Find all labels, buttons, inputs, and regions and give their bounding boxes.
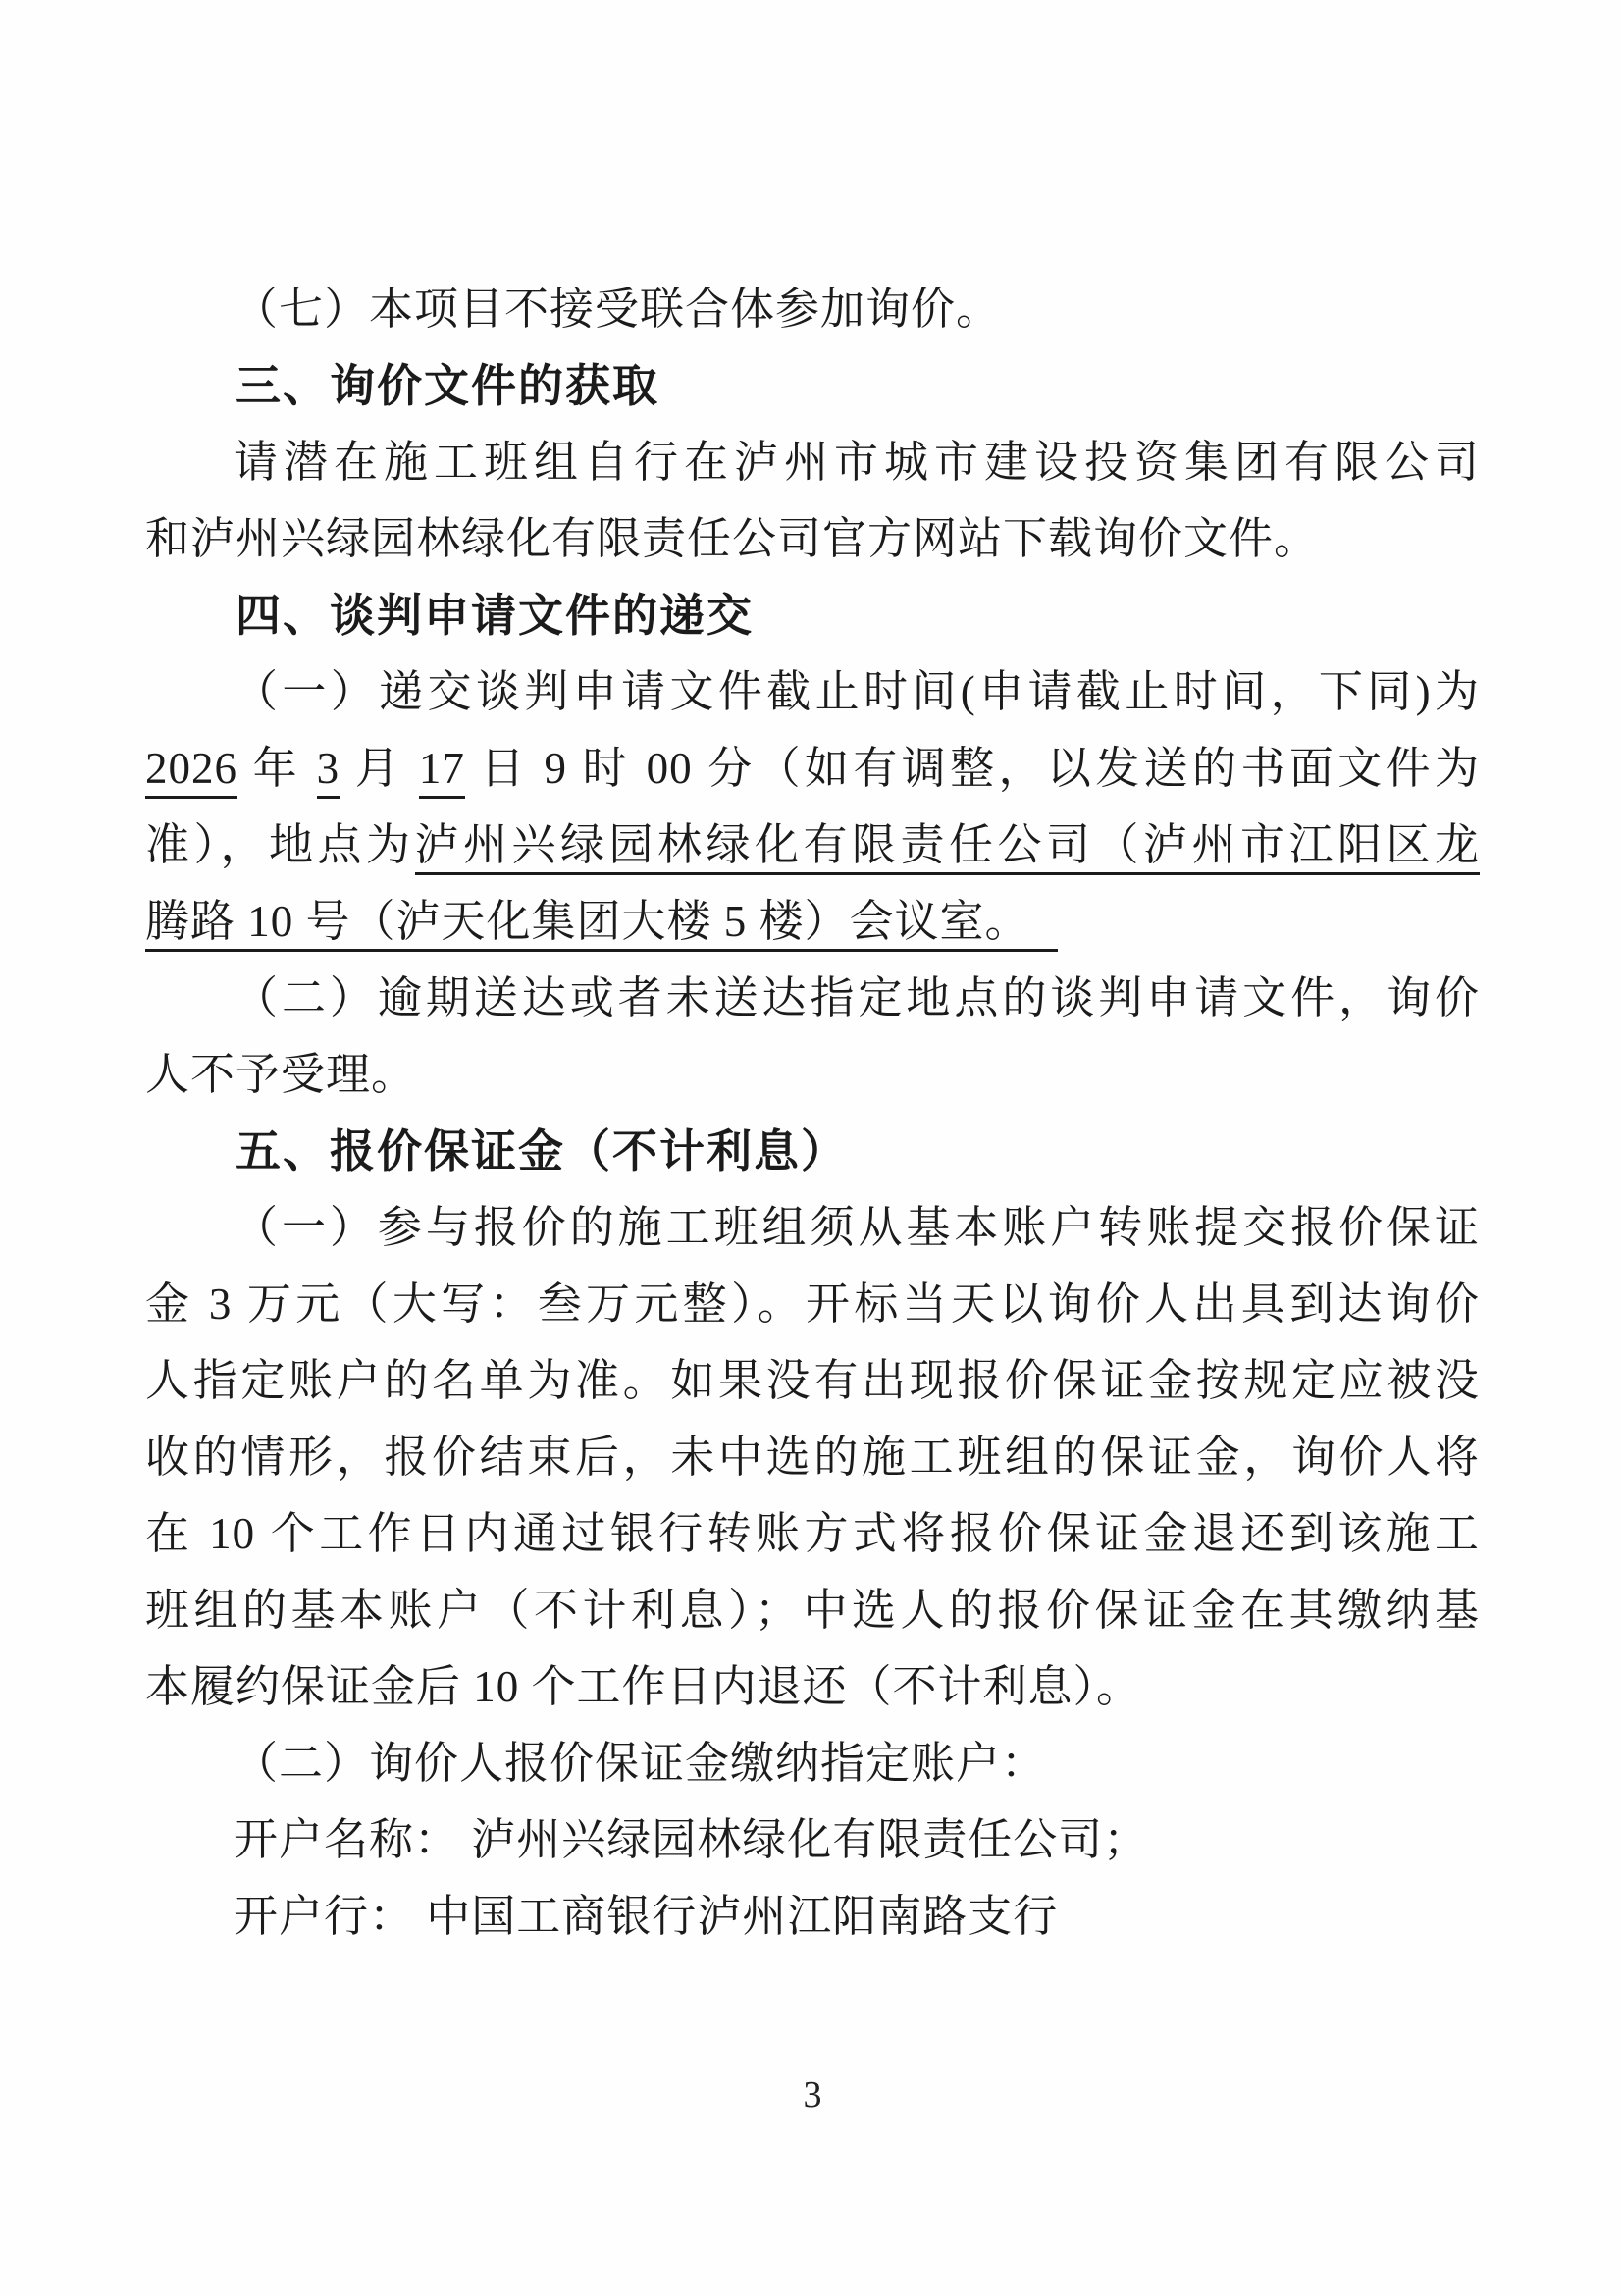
text-segment: 年 <box>237 744 317 793</box>
text-segment: 月 <box>340 744 419 793</box>
deadline-intro-line: （一）递交谈判申请文件截止时间(申请截止时间，下同)为 <box>234 667 1480 716</box>
location-underlined: 泸州兴绿园林绿化有限责任公司（泸州市江阳区龙 <box>415 820 1480 875</box>
paragraph-line: 请潜在施工班组自行在泸州市城市建设投资集团有限公司 <box>234 438 1480 487</box>
deposit-paragraph-line: （一）参与报价的施工班组须从基本账户转账提交报价保证 <box>234 1203 1480 1252</box>
deposit-paragraph-line: 金 3 万元（大写：叁万元整）。开标当天以询价人出具到达询价 <box>145 1279 1480 1329</box>
text-segment: 准），地点为 <box>145 820 415 869</box>
deposit-paragraph-line: 班组的基本账户（不计利息）；中选人的报价保证金在其缴纳基 <box>145 1586 1480 1635</box>
deposit-paragraph-line: 在 10 个工作日内通过银行转账方式将报价保证金退还到该施工 <box>145 1509 1480 1558</box>
deadline-month-underlined: 3 <box>317 744 340 799</box>
deadline-day-underlined: 17 <box>419 744 465 799</box>
clause-late-delivery-continued: 人不予受理。 <box>145 1050 417 1099</box>
location-underlined: 腾路 10 号（泸天化集团大楼 5 楼）会议室。 <box>145 897 1058 952</box>
text-segment: 日 9 时 00 分（如有调整，以发送的书面文件为 <box>464 744 1480 793</box>
clause-7-no-consortium: （七）本项目不接受联合体参加询价。 <box>234 285 1002 334</box>
clause-late-delivery: （二）逾期送达或者未送达指定地点的谈判申请文件，询价 <box>234 973 1480 1022</box>
designated-account-intro: （二）询价人报价保证金缴纳指定账户： <box>234 1739 1047 1788</box>
deposit-paragraph-line: 收的情形，报价结束后，未中选的施工班组的保证金，询价人将 <box>145 1433 1480 1482</box>
deposit-paragraph-line: 人指定账户的名单为准。如果没有出现报价保证金按规定应被没 <box>145 1356 1480 1405</box>
section-3-heading: 三、询价文件的获取 <box>236 360 659 411</box>
location-line-continued <box>145 883 1480 960</box>
account-name-line: 开户名称： 泸州兴绿园林绿化有限责任公司； <box>234 1815 1149 1864</box>
deadline-year-underlined: 2026 <box>145 744 237 799</box>
section-4-heading: 四、谈判申请文件的递交 <box>236 590 754 641</box>
deadline-date-line <box>145 730 1480 807</box>
location-line <box>145 807 1480 883</box>
deposit-paragraph-end: 本履约保证金后 10 个工作日内退还（不计利息）。 <box>145 1662 1142 1711</box>
section-5-heading: 五、报价保证金（不计利息） <box>236 1125 848 1176</box>
page-number: 3 <box>803 2074 822 2115</box>
paragraph-line: 和泸州兴绿园林绿化有限责任公司官方网站下载询价文件。 <box>145 514 1320 563</box>
bank-branch-line: 开户行： 中国工商银行泸州江阳南路支行 <box>234 1892 1059 1941</box>
